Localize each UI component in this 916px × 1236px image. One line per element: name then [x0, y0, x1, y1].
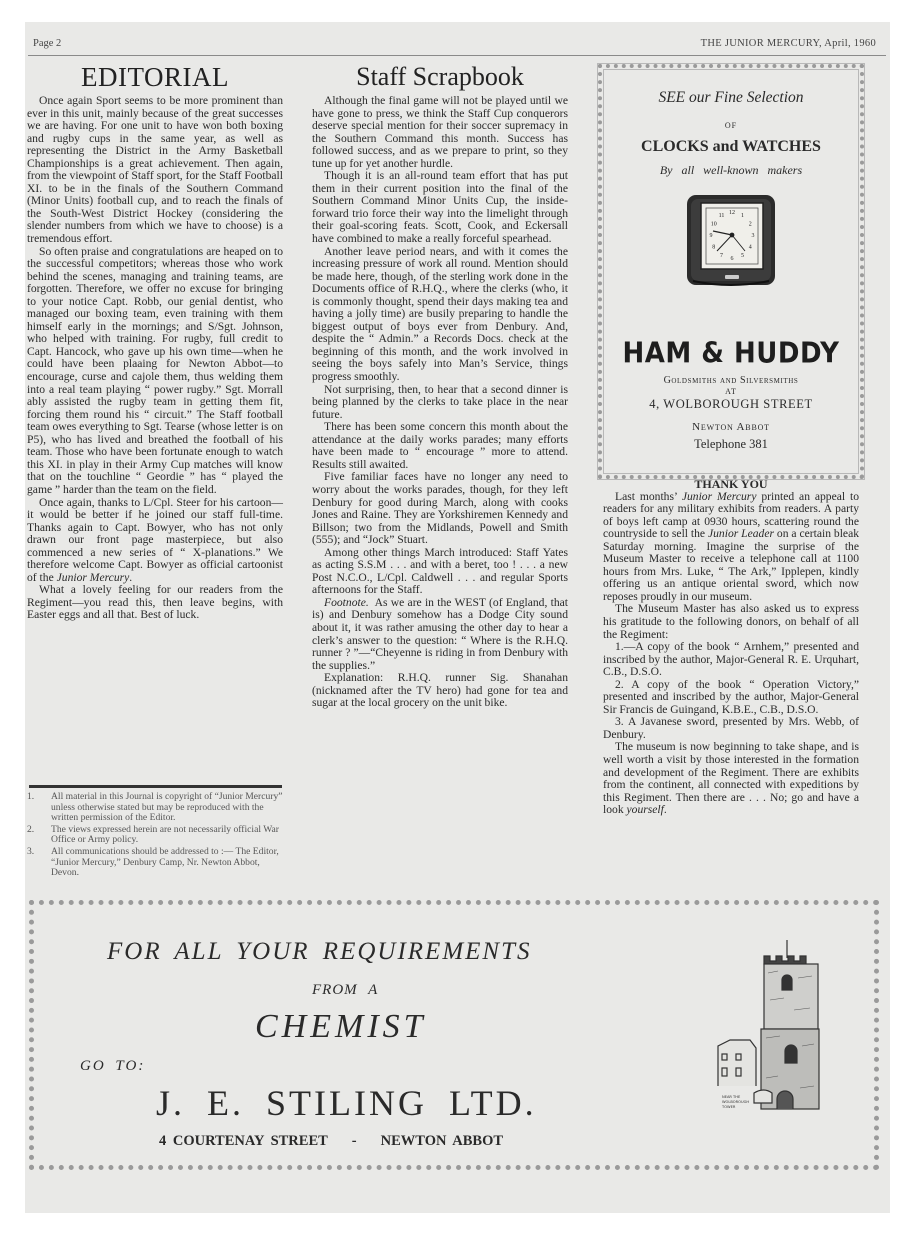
- note-text: The views expressed herein are not necessarily official War Office or Army policy.: [51, 823, 279, 846]
- ad-headline: FOR ALL YOUR REQUIREMENTS: [107, 938, 532, 965]
- ad-headline: SEE our Fine Selection: [658, 89, 804, 106]
- shop-telephone: Telephone 381: [694, 437, 768, 451]
- clock-numeral: 10: [710, 221, 717, 228]
- scrapbook-paragraph: Though it is an all-round team effort that has put them in their current position into the final of the Southern Command Minor Units Cup, the inside-forward trio force their way into the limelight through their goal-scoring feats. Scott, Cook, and Eckersall have combined to make a really forceful spearhead.: [312, 169, 568, 246]
- thank-you-paragraph: The Museum Master has also asked us to express his gratitude to the following donors, on behalf of all the Regiment:: [603, 602, 859, 641]
- clock-numeral: 9: [709, 233, 713, 239]
- address-separator: -: [351, 1133, 357, 1149]
- text-run: The museum is now beginning to take shape, and is well worth a visit by those interested in the formation and development of the Regiment. There are exhibits from the continent, all connected with expeditions by this Regiment. Then there are . . . No; go and have a look: [603, 740, 859, 817]
- footnote-label: Footnote.: [324, 595, 369, 609]
- scrapbook-paragraph: Explanation: R.H.Q. runner Sig. Shanahan (nicknamed after the TV hero) had gone for tea and sugar at the local grocery on the unit bike.: [312, 671, 568, 710]
- tower-caption-line: WOLBOROUGH: [722, 1100, 750, 1104]
- ad-at: AT: [725, 387, 737, 396]
- clock-numeral: 7: [720, 252, 723, 259]
- editorial-title: EDITORIAL: [81, 62, 229, 92]
- editorial-paragraph: So often praise and congratulations are heaped on to the successful competitors; whereas those who work behind the scenes, managing and training teams, are forgotten. Therefore, we offer no excuse for bringing to your notice Capt. Robb, our genial dentist, who managed our boxing team, even training with them himself early in the mornings; and S/Sgt. Johnson, who helped with training. For rugby, full credit to Capt. Hancock, who gave up his own time—when he could have been plaaing for Newton Abbot—to encourage, curse and cajole them, thus welding them into a real team playing “ power rugby.” Sgt. Morrall ably assisted the rugby team in getting them fit, forcing them round his “ circuit.” The Staff football team owes everything to Sgt. Tearse (whose letter is on P5), who has lived and breathed the football of his team. Those who have been fortunate enough to watch this XI. in play in their Army Cup matches will know that on the touchline “ Geordie ” has “ played the game ” harder than the team on the field.: [27, 244, 283, 496]
- ad-go-to: GO TO:: [80, 1058, 146, 1074]
- note-number: 3.: [27, 845, 35, 857]
- thank-you-title: THANK YOU: [694, 477, 768, 491]
- note-item: [25, 847, 287, 879]
- header-rule: [28, 55, 886, 56]
- ad-chemist-word: CHEMIST: [255, 1008, 427, 1045]
- running-head: [33, 38, 881, 56]
- scrapbook-paragraph: There has been some concern this month about the attendance at the daily works parades; many efforts have been made to “ encourage ” more to attend. Results still awaited.: [312, 420, 568, 471]
- clock-numeral: 2: [748, 221, 752, 228]
- donor-item: 3. A Javanese sword, presented by Mrs. Webb, of Denbury.: [603, 715, 859, 741]
- clock-numeral: 5: [741, 252, 744, 259]
- ad-from: FROM A: [312, 982, 379, 998]
- publication-title: THE JUNIOR MERCURY, April, 1960: [700, 38, 876, 49]
- editorial-paragraph: Once again Sport seems to be more prominent than ever in this unit, mainly because of the great successes we are having. For one unit to have won both boxing and rugby cups in the same year, as well as representing the District in the Army Basketball Championships is a great achievement. Then again, from the viewpoint of Staff sport, for the Staff Football XI. to be in the finals of the Southern Command (Minor Units) football cup, and to reach the finals of the South-West District Hockey (considering the slender numbers from which we have to choose) is a tremendous effort.: [27, 94, 283, 246]
- notes-list: [25, 792, 287, 880]
- note-number: 2.: [27, 823, 35, 835]
- scrapbook-paragraph: Among other things March introduced: Staff Yates as acting S.S.M . . . and with a beret, too ! . . . a new Post N.C.O., L/Cpl. Caldwell . . . and regular Sports afternoons for the Staff.: [312, 545, 568, 597]
- donor-item: 1.—A copy of the book “ Arnhem,” presented and inscribed by the author, Major-General R. E. Urquhart, C.B., D.S.O.: [603, 640, 859, 679]
- text-run: printed an appeal to readers for any military exhibits from readers. A party of boys left camp at 0930 hours, scattering round the countryside to sell the: [603, 489, 859, 541]
- emphasis: yourself: [626, 803, 664, 817]
- scrapbook-paragraph: Although the final game will not be played until we have gone to press, we think the Staff Cup conquerors deserve special mention for their soccer supremacy in the Southern Command this month. Success has followed success, and as we prepare to print, so they tune up for yet another hurdle.: [312, 94, 568, 170]
- clock-numeral: 1: [741, 213, 744, 220]
- travel-clock-icon: [681, 191, 781, 291]
- clock-numeral: 6: [730, 256, 734, 262]
- chemist-town: NEWTON ABBOT: [380, 1133, 504, 1149]
- thank-you-paragraph: [603, 491, 859, 604]
- notes-divider: [29, 785, 282, 788]
- clock-numeral: 3: [751, 233, 755, 239]
- editorial-column: [27, 62, 283, 622]
- scrapbook-paragraph: Not surprising, then, to hear that a second dinner is being planned by the clerks to take place in the near future.: [312, 382, 568, 421]
- ad-makers: By all well-known makers: [659, 163, 803, 177]
- publication-name: Junior Leader: [707, 527, 775, 541]
- note-item: [25, 792, 287, 824]
- clock-numeral: 8: [712, 244, 716, 251]
- ad-product: CLOCKS and WATCHES: [641, 138, 821, 155]
- note-item: [25, 825, 287, 846]
- clock-numeral: 4: [748, 244, 752, 251]
- footnote-text: As we are in the WEST (of England, that is) and Denbury somehow has a Dodge City sound about it, it was rather amusing the other day to hear a clerk’s answer to the question: “ Where is the R.H.Q. runner ? ”—“Cheyenne is riding in from Denbury with the supplies.”: [312, 595, 568, 672]
- text-run: on a certain bleak Saturday morning. Imagine the surprise of the Museum Master to receive a telephone call at 1100 hours from Mrs. Luke, “ The Ark,” Ipplepen, kindly offering us an antique oriental sword, which now reposes proudly in our museum.: [603, 527, 860, 603]
- note-text: All communications should be addressed to :— The Editor, “Junior Mercury,” Denbury Camp, Nr. Newton Abbot, Devon.: [51, 845, 279, 879]
- clocks-advertisement: [598, 64, 864, 479]
- editorial-paragraph: [27, 497, 283, 585]
- text-run: .: [663, 803, 667, 817]
- clock-numeral: 12: [729, 210, 735, 216]
- chemist-street: 4 COURTENAY STREET: [159, 1133, 328, 1149]
- donor-item: 2. A copy of the book “ Operation Victory,” presented and inscribed by the author, Major-General Sir Francis de Guingand, K.B.E., C.B., D.S.O.: [603, 677, 859, 716]
- note-text: All material in this Journal is copyright of “Junior Mercury” unless otherwise stated but may be reproduced with the written permission of the Editor.: [51, 791, 283, 824]
- ad-of: OF: [724, 121, 738, 130]
- note-number: 1.: [27, 791, 35, 802]
- editorial-paragraph-end: .: [129, 570, 133, 584]
- shop-street: 4, WOLBOROUGH STREET: [649, 397, 813, 411]
- publication-name: Junior Mercury: [56, 570, 130, 584]
- thank-you-column: [603, 478, 859, 817]
- editorial-paragraph: What a lovely feeling for our readers from the Regiment—you read this, then leave begins, with Easter eggs and all that. Best of luck.: [27, 583, 283, 622]
- chemist-address: [159, 1133, 503, 1150]
- scrapbook-footnote: [312, 597, 568, 672]
- tower-caption-line: NEAR THE: [722, 1095, 741, 1099]
- tower-caption-line: TOWER: [722, 1105, 736, 1109]
- text-run: Last months’: [615, 489, 682, 503]
- wolborough-tower-illustration: [714, 938, 834, 1118]
- page-number: Page 2: [33, 38, 62, 49]
- thank-you-paragraph: [603, 741, 859, 816]
- scrapbook-paragraph: Five familiar faces have no longer any need to worry about the works parades, though, for they left Denbury for good during March, along with cooks Jones and Raine. They are Yorkshiremen Kennedy and Billson; two from the Midlands, Powell and Smith (555); and “Jock” Stuart.: [312, 470, 568, 547]
- shop-name: HAM & HUDDY: [622, 337, 840, 371]
- scrapbook-column: [312, 62, 568, 710]
- chemist-name: J. E. STILING LTD.: [156, 1083, 537, 1123]
- scrapbook-paragraph: Another leave period nears, and with it comes the increasing pressure of work all round. Mention should be made here, though, of the sterling work done in the Documents office of R.H.Q., where the clerks (who, it is commonly thought, spend their days making tea and having a jolly time) are busily preparing to handle the biggest output of boys ever from Denbury. And, despite the “ Admin.” a Records Docs. check at the beginning of this month, and the work involved in seeing the boys safely into Man’s Service, things progress smoothly.: [312, 244, 568, 384]
- shop-trade: Goldsmiths and Silversmiths: [663, 375, 799, 386]
- publication-name: Junior Mercury: [681, 489, 757, 503]
- clock-numeral: 11: [718, 213, 725, 220]
- scrapbook-title: Staff Scrapbook: [356, 62, 524, 91]
- chemist-advertisement: [29, 900, 879, 1170]
- editorial-paragraph-text: Once again, thanks to L/Cpl. Steer for his cartoon—it would be better if he joined our staff full-time. Thanks again to Capt. Bowyer, who has not only drawn our front page masterpiece, but also commenced a new series of “ X-planations.” We therefore welcome Capt. Bowyer as official cartoonist of the: [27, 495, 283, 584]
- shop-town: Newton Abbot: [692, 421, 770, 433]
